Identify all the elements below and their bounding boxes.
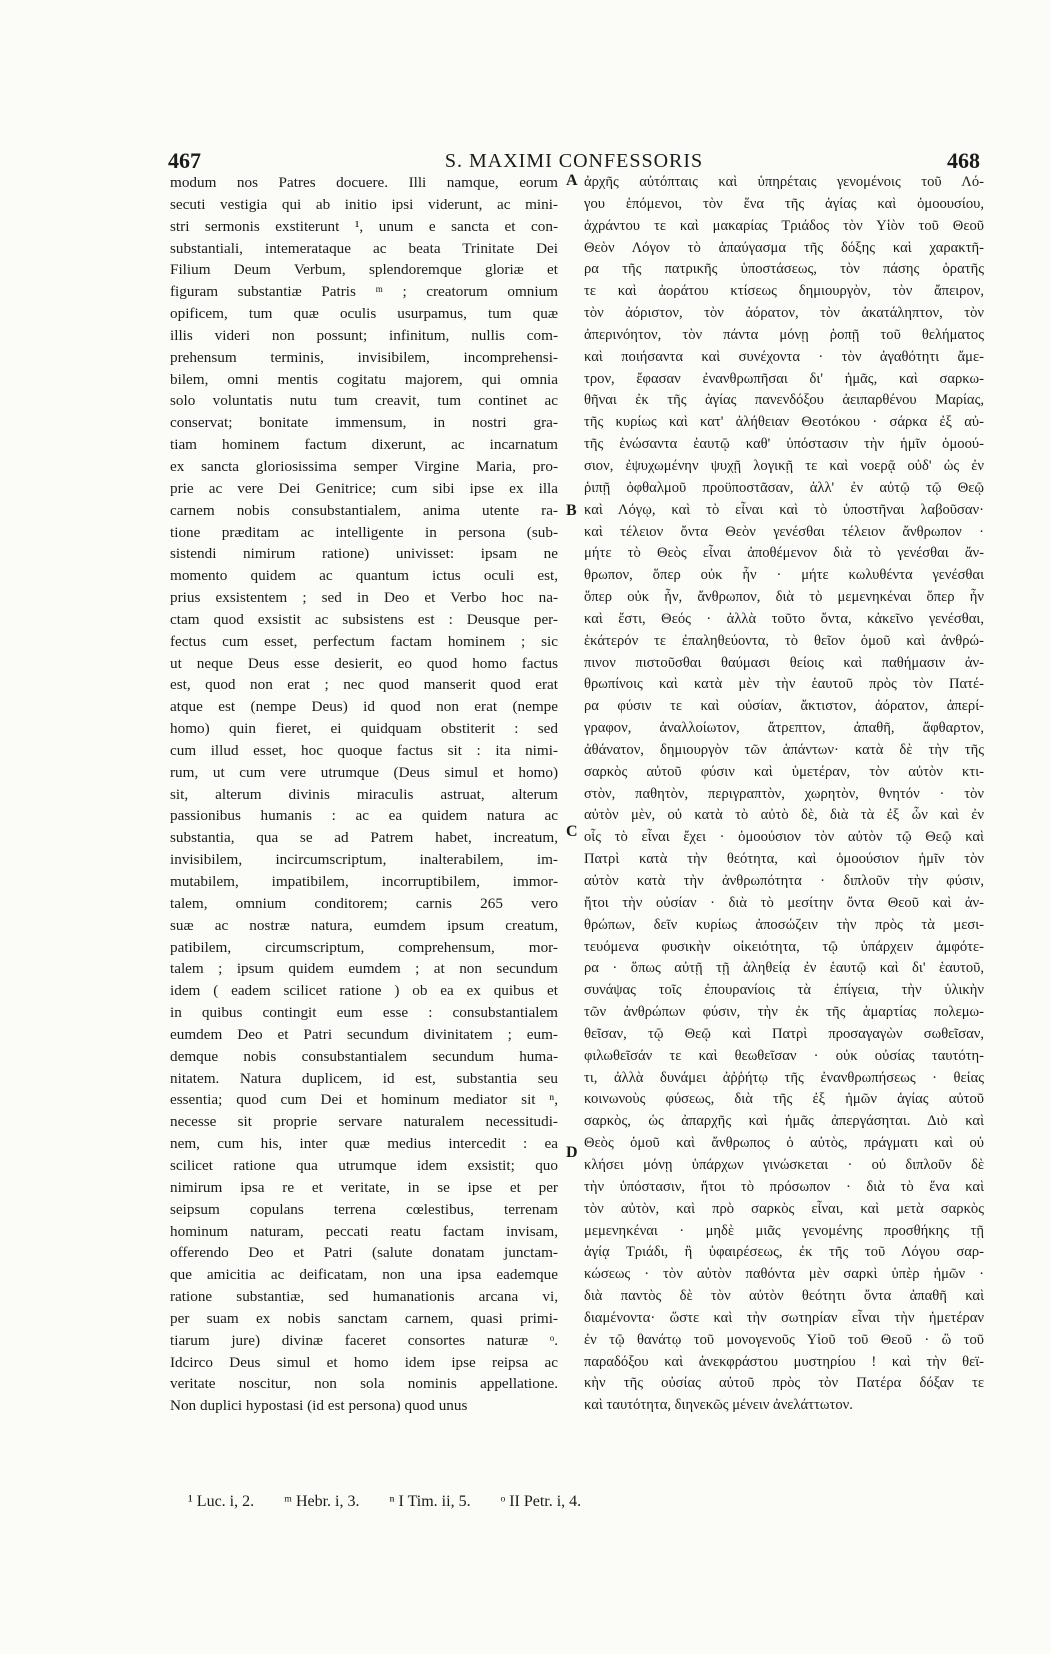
latin-line: Non duplici hypostasi (id est persona) quod unus xyxy=(170,1397,468,1415)
greek-line: κοινωνοὺς φύσεως, διὰ τῆς ἐξ ἡμῶν ἁγίας αὐτοῦ xyxy=(584,1091,984,1108)
margin-letter-c: C xyxy=(566,823,578,840)
greek-line: τὸν αὐτὸν, καὶ πρὸ σαρκὸς εἶναι, καὶ μετὰ σαρκὸς xyxy=(584,1200,984,1217)
latin-line: ratione substantiæ, sed humanationis arcana vi, xyxy=(170,1288,558,1306)
greek-line: τι, ἀλλὰ δυνάμει ἀῤῥήτῳ τῆς ἐνανθρωπήσεως · θείας xyxy=(584,1069,984,1086)
latin-line: substantiali, intemerataque ac beata Trinitate Dei xyxy=(170,239,558,257)
greek-line: παραδόξου καὶ ἀνεκφράστου μυστηρίου ! καὶ τὴν θεϊ- xyxy=(584,1353,984,1370)
latin-line: seipsum copulans terrena cœlestibus, terrenam xyxy=(170,1200,558,1218)
latin-line: carnem nobis consubstantialem, anima utente ra- xyxy=(170,501,558,519)
latin-line: necesse sit proprie servare naturalem necessitudi- xyxy=(170,1113,558,1131)
greek-column xyxy=(584,172,984,1417)
latin-line: que amicitia ac deificatam, non una ipsa eademque xyxy=(170,1266,558,1284)
latin-line: eumdem Deo et Patri secundum divinitatem ; eum- xyxy=(170,1025,558,1043)
greek-line: θρωπίνοις καὶ κατὰ μὲν τὴν ἑαυτοῦ πρὸς τὸν Πατέ- xyxy=(584,676,984,693)
latin-line: Idcirco Deus simul et homo idem ipse reipsa ac xyxy=(170,1353,558,1371)
greek-line: ρα φύσιν τε καὶ οὐσίαν, ἄκτιστον, ἀόρατον, ἀπερί- xyxy=(584,698,984,715)
greek-line: ἀρχῆς αὐτόπταις καὶ ὑπηρέταις γενομένοις τοῦ Λό- xyxy=(584,174,984,190)
greek-line: σαρκὸς αὐτοῦ φύσιν καὶ ὑμετέραν, τὸν αὐτὸν κτι- xyxy=(584,763,984,780)
latin-line: mutabilem, impatibilem, incorruptibilem, immor- xyxy=(170,873,558,890)
footnote-l: ¹ Luc. i, 2. xyxy=(188,1493,255,1510)
greek-line: καὶ ποιήσαντα καὶ συνέχοντα · τὸν ἀγαθότητι ἄμε- xyxy=(584,348,984,365)
latin-line: invisibilem, incircumscriptum, inalterabilem, im- xyxy=(170,851,558,869)
greek-line: σαρκὸς, ὡς ἀπαρχῆς καὶ ἡμᾶς ἀπεργάσηται. Διὸ καὶ xyxy=(584,1113,984,1130)
greek-line: θῆναι ἐκ τῆς ἁγίας πανενδόξου ἀειπαρθένου Μαρίας, xyxy=(584,392,984,409)
greek-line: ἀθάνατον, δημιουργὸν τῶν ἁπάντων· κατὰ δὲ τὴν τῆς xyxy=(584,741,984,758)
margin-letter-d: D xyxy=(566,1144,578,1161)
page-number-right: 468 xyxy=(947,148,980,173)
latin-line: bilem, omni mentis cogitatu majorem, qui omnia xyxy=(170,370,558,388)
latin-line: est, quod non erat ; nec quod manserit quod erat xyxy=(170,676,558,694)
latin-line: momento quidem ac quantum ictus oculi est, xyxy=(170,567,558,585)
latin-line: solo voluntatis nutu tum creavit, tum continet ac xyxy=(170,392,558,410)
latin-line: suæ ac nostræ natura, eumdem ipsum creatum, xyxy=(170,916,558,934)
latin-line: idem ( eadem scilicet ratione ) ob ea ex quibus et xyxy=(170,982,558,1000)
greek-line: σιον, ἐψυχωμένην ψυχῇ λογικῇ τε καὶ νοερᾷ οὐδ' ὡς ἐν xyxy=(584,457,984,474)
latin-line: illis videri non possunt; infinitum, nullis com- xyxy=(170,326,558,344)
latin-line: talem ; ipsum quidem eumdem ; at non secundum xyxy=(170,960,558,978)
greek-line: ὅπερ οὐκ ἦν, ἄνθρωπον, διὰ τὸ μεμενηκέναι ὅπερ ἦν xyxy=(584,589,984,606)
greek-line: Θεὸς ὁμοῦ καὶ ἄνθρωπος ὁ αὐτὸς, πράγματι καὶ οὐ xyxy=(584,1135,984,1152)
greek-line: ἐν τῷ θανάτῳ τοῦ μονογενοῦς Υἱοῦ τοῦ Θεοῦ · ὢ τοῦ xyxy=(584,1331,984,1348)
greek-line: ἀχράντου τε καὶ μακαρίας Τριάδος τὸν Υἱὸν τοῦ Θεοῦ xyxy=(584,217,984,234)
greek-line: ἀπερινόητον, τὸν πάντα μόνῃ ῥοπῇ τοῦ θελήματος xyxy=(584,326,984,343)
greek-line: καὶ ταυτότητα, διηνεκῶς μένειν ἀνελάττωτον. xyxy=(584,1397,853,1414)
greek-line: τῆς κυρίως καὶ κατ' ἀλήθειαν Θεοτόκου · σάρκα ἐξ αὐ- xyxy=(584,414,984,431)
latin-line: ut neque Deus esse desierit, eo quod homo factus xyxy=(170,654,558,672)
greek-line: καὶ ἔστι, Θεός · ἀλλὰ τοῦτο ὄντα, κἀκεῖνο γενέσθαι, xyxy=(584,610,984,627)
latin-line: ex sancta gloriosissima semper Virgine Maria, pro- xyxy=(170,457,558,475)
greek-line: τε καὶ ἀοράτου κτίσεως δημιουργὸν, τὸν ἄπειρον, xyxy=(584,283,984,300)
latin-line: rum, ut cum vere utrumque (Deus simul et homo) xyxy=(170,763,558,781)
margin-letter-a: A xyxy=(566,172,578,189)
greek-line: φιλωθεῖσάν τε καὶ θεωθεῖσαν · οὐκ οὐσίας ταυτότη- xyxy=(584,1047,984,1064)
greek-line: καὶ Λόγῳ, καὶ τὸ εἶναι καὶ τὸ ὑποστῆναι λαβοῦσαν· xyxy=(584,501,984,518)
greek-line: ἁγίᾳ Τριάδι, ἢ ὑφαιρέσεως, ἐκ τῆς τοῦ Λόγου σαρ- xyxy=(584,1244,984,1261)
greek-line: τῶν ἀνθρώπων φύσιν, τὴν ἐκ τῆς ἁμαρτίας πολεμω- xyxy=(584,1004,984,1021)
latin-line: cum illud esset, hoc quoque factus sit : ita nimi- xyxy=(170,741,558,759)
greek-line: θεῖσαν, τῷ Θεῷ καὶ Πατρὶ προσαγαγὼν σωθεῖσαν, xyxy=(584,1025,984,1042)
greek-line: πινον πιστοῦσθαι θαύμασι θείοις καὶ παθήμασιν ἀν- xyxy=(584,654,984,671)
greek-line: διαμένοντα· ὥστε καὶ τὴν σωτηρίαν εἶναι τὴν ἡμετέραν xyxy=(584,1309,984,1326)
greek-line: καὶ τέλειον ὄντα Θεὸν γενέσθαι τέλειον ἄνθρωπον · xyxy=(584,523,984,540)
greek-line: οἷς τὸ εἶναι ἔχει · ὁμοούσιον τὸν αὐτὸν τῷ Θεῷ καὶ xyxy=(584,829,984,846)
latin-line: tiam hominem factum dixerunt, ac incarnatum xyxy=(170,436,558,454)
latin-line: offerendo Deo et Patri (salute donatam junctam- xyxy=(170,1244,558,1262)
greek-line: διὰ παντὸς δὲ τὸν αὐτὸν θεότητι ὄντα ἀπαθῆ καὶ xyxy=(584,1288,984,1305)
greek-line: ἤτοι τὴν οὐσίαν · διὰ τὸ μεσίτην ὄντα Θεοῦ καὶ ἀν- xyxy=(584,894,984,911)
footnotes xyxy=(188,1493,708,1511)
greek-line: κὴν τῆς οὐσίας αὐτοῦ πρὸς τὸν Πατέρα δόξαν τε xyxy=(584,1375,984,1392)
latin-line: Filium Deum Verbum, splendoremque gloriæ et xyxy=(170,261,558,279)
latin-line: demque nobis consubstantialem secundum huma- xyxy=(170,1047,558,1065)
greek-line: ρα τῆς πατρικῆς ὑποστάσεως, τὸν πάσης ὁρατῆς xyxy=(584,261,984,278)
latin-line: per suam ex nobis sanctam carnem, quasi primi- xyxy=(170,1309,558,1327)
greek-line: θρωπον, ὅπερ οὐκ ἦν · μήτε κωλυθέντα γενέσθαι xyxy=(584,567,984,584)
latin-line: modum nos Patres docuere. Illi namque, eorum xyxy=(170,174,558,191)
latin-column xyxy=(170,172,558,1417)
page-number-left: 467 xyxy=(168,148,201,173)
latin-line: talem, omnium conditorem; carnis 265 vero xyxy=(170,894,558,912)
latin-line: figuram substantiæ Patris ᵐ ; creatorum omnium xyxy=(170,283,558,301)
greek-line: γραφον, ἀναλλοίωτον, ἄτρεπτον, ἀπαθῆ, ἄφθαρτον, xyxy=(584,720,984,737)
latin-line: sistendi nimirum ratione) univisset: ipsam ne xyxy=(170,545,558,563)
greek-line: γου ἑπόμενοι, τὸν ἕνα τῆς ἁγίας καὶ ὁμοουσίου, xyxy=(584,195,984,212)
greek-line: Πατρὶ κατὰ τὴν θεότητα, καὶ ὁμοούσιον ἡμῖν τὸν xyxy=(584,851,984,868)
latin-line: ctam quod exsistit ac subsistens est : Deusque per- xyxy=(170,610,558,628)
latin-line: substantia, qua se ad Patrem habet, increatum, xyxy=(170,829,558,847)
latin-line: tiarum jure) divinæ faceret consortes naturæ ᵒ. xyxy=(170,1331,558,1349)
latin-line: nitatem. Natura duplicem, id est, substantia seu xyxy=(170,1069,558,1087)
latin-line: nem, cum his, inter quæ medius intercedit : ea xyxy=(170,1135,558,1153)
greek-line: τὸν ἀόριστον, τὸν ἀόρατον, τὸν ἀκατάληπτον, τὸν xyxy=(584,305,984,322)
latin-line: prehensum terminis, invisibilem, incomprehensi- xyxy=(170,348,558,366)
latin-line: atque est (nempe Deus) id quod non erat (nempe xyxy=(170,698,558,716)
greek-line: τὴν ὑπόστασιν, ἤτοι τὸ πρόσωπον · διὰ τὸ ἕνα καὶ xyxy=(584,1178,984,1195)
running-title: S. MAXIMI CONFESSORIS xyxy=(444,150,704,172)
greek-line: τῆς ἑνώσαντα ἑαυτῷ καθ' ὑπόστασιν τὴν ἡμῖν ὁμοού- xyxy=(584,436,984,453)
latin-line: homo) quin fieret, ei quidquam obstiterit : sed xyxy=(170,720,558,738)
latin-line: nimirum ipsa re et veritate, in se ipse et per xyxy=(170,1178,558,1196)
latin-line: patibilem, circumscriptum, comprehensum, mor- xyxy=(170,938,558,956)
greek-line: κώσεως · τὸν αὐτὸν παθόντα μὲν σαρκὶ ὑπὲρ ἡμῶν · xyxy=(584,1266,984,1283)
latin-line: hominum naturam, peccati reatu factam invisam, xyxy=(170,1222,558,1240)
greek-line: θρώπων, δεῖν κυρίως ἀποσώζειν τὴν πρὸς τὰ μεσι- xyxy=(584,916,984,933)
greek-line: συνάψας τοῖς ἐπουρανίοις τὰ ἐπίγεια, τὴν ὑλικὴν xyxy=(584,982,984,999)
latin-line: sit, alterum divinis miraculis astruat, alterum xyxy=(170,785,558,803)
latin-line: opificem, tum quæ oculis usurpamus, tum quæ xyxy=(170,305,558,323)
greek-line: μήτε τὸ Θεὸς εἶναι ἀποθέμενον διὰ τὸ γενέσθαι ἄν- xyxy=(584,545,984,562)
latin-line: prius exsistentem ; sed in Deo et Verbo hoc na- xyxy=(170,589,558,607)
greek-line: αὐτὸν κατὰ τὴν ἀνθρωπότητα · διπλοῦν τὴν φύσιν, xyxy=(584,873,984,889)
latin-line: tione præditam ac intelligente in persona (sub- xyxy=(170,523,558,541)
greek-line: στὸν, παθητὸν, περιγραπτὸν, χωρητὸν, θνητόν · τὸν xyxy=(584,785,984,802)
greek-line: τρον, ἔφασαν ἐνανθρωπῆσαι δι' ἡμᾶς, καὶ σαρκω- xyxy=(584,370,984,387)
greek-line: ῥιπῇ ὀφθαλμοῦ προϋποστᾶσαν, ἀλλ' ἐν αὐτῷ τῷ Θεῷ xyxy=(584,479,984,496)
footnote-m: ᵐ Hebr. i, 3. xyxy=(284,1493,360,1510)
latin-line: secuti vestigia qui ab initio ipsi viderunt, ac mini- xyxy=(170,195,558,213)
greek-line: τευόμενα φυσικὴν οἰκειότητα, τῷ ὑπάρχειν ἀμφότε- xyxy=(584,938,984,955)
latin-line: stri sermonis exstiterunt ¹, unum e sancta et con- xyxy=(170,217,558,235)
greek-line: Θεὸν Λόγον τὸ ἀπαύγασμα τῆς δόξης καὶ χαρακτῆ- xyxy=(584,239,984,256)
latin-line: essentia; quod cum Dei et hominum mediator sit ⁿ, xyxy=(170,1091,558,1109)
footnote-o: ᵒ II Petr. i, 4. xyxy=(500,1493,582,1510)
greek-line: ρα · ὅπως αὐτῇ τῇ ἀληθείᾳ ἐν ἑαυτῷ καὶ δι' ἑαυτοῦ, xyxy=(584,960,984,977)
greek-line: αὐτὸν μὲν, οὐ κατὰ τὸ αὐτὸ δὲ, διὰ τὰ ἐξ ὧν καὶ ἐν xyxy=(584,807,984,824)
latin-line: fectus cum esset, perfectum factam hominem ; sic xyxy=(170,632,558,650)
latin-line: in quibus contingit eum esse : consubstantialem xyxy=(170,1004,558,1022)
footnote-n: ⁿ I Tim. ii, 5. xyxy=(389,1493,471,1510)
latin-line: veritate noscitur, non sola nominis appellatione. xyxy=(170,1375,558,1393)
latin-line: scilicet ratione qua utrumque idem exsistit; quo xyxy=(170,1156,558,1174)
latin-line: passionibus humanis : ac ea quidem natura ac xyxy=(170,807,558,825)
latin-line: prie ac vere Dei Genitrice; cum sibi ipse ex illa xyxy=(170,479,558,497)
margin-letter-b: B xyxy=(566,502,577,519)
greek-line: ἑκάτερόν τε ἐπαληθεύοντα, τὸ θεῖον ὁμοῦ καὶ ἀνθρώ- xyxy=(584,632,984,649)
greek-line: μεμενηκέναι · μηδὲ μιᾶς γενομένης προσθήκης τῇ xyxy=(584,1222,984,1239)
latin-line: conservat; bonitate immensum, in nostri gra- xyxy=(170,414,558,432)
greek-line: κλήσει μόνῃ ὑπάρχων γινώσκεται · οὐ διπλοῦν δὲ xyxy=(584,1156,984,1173)
